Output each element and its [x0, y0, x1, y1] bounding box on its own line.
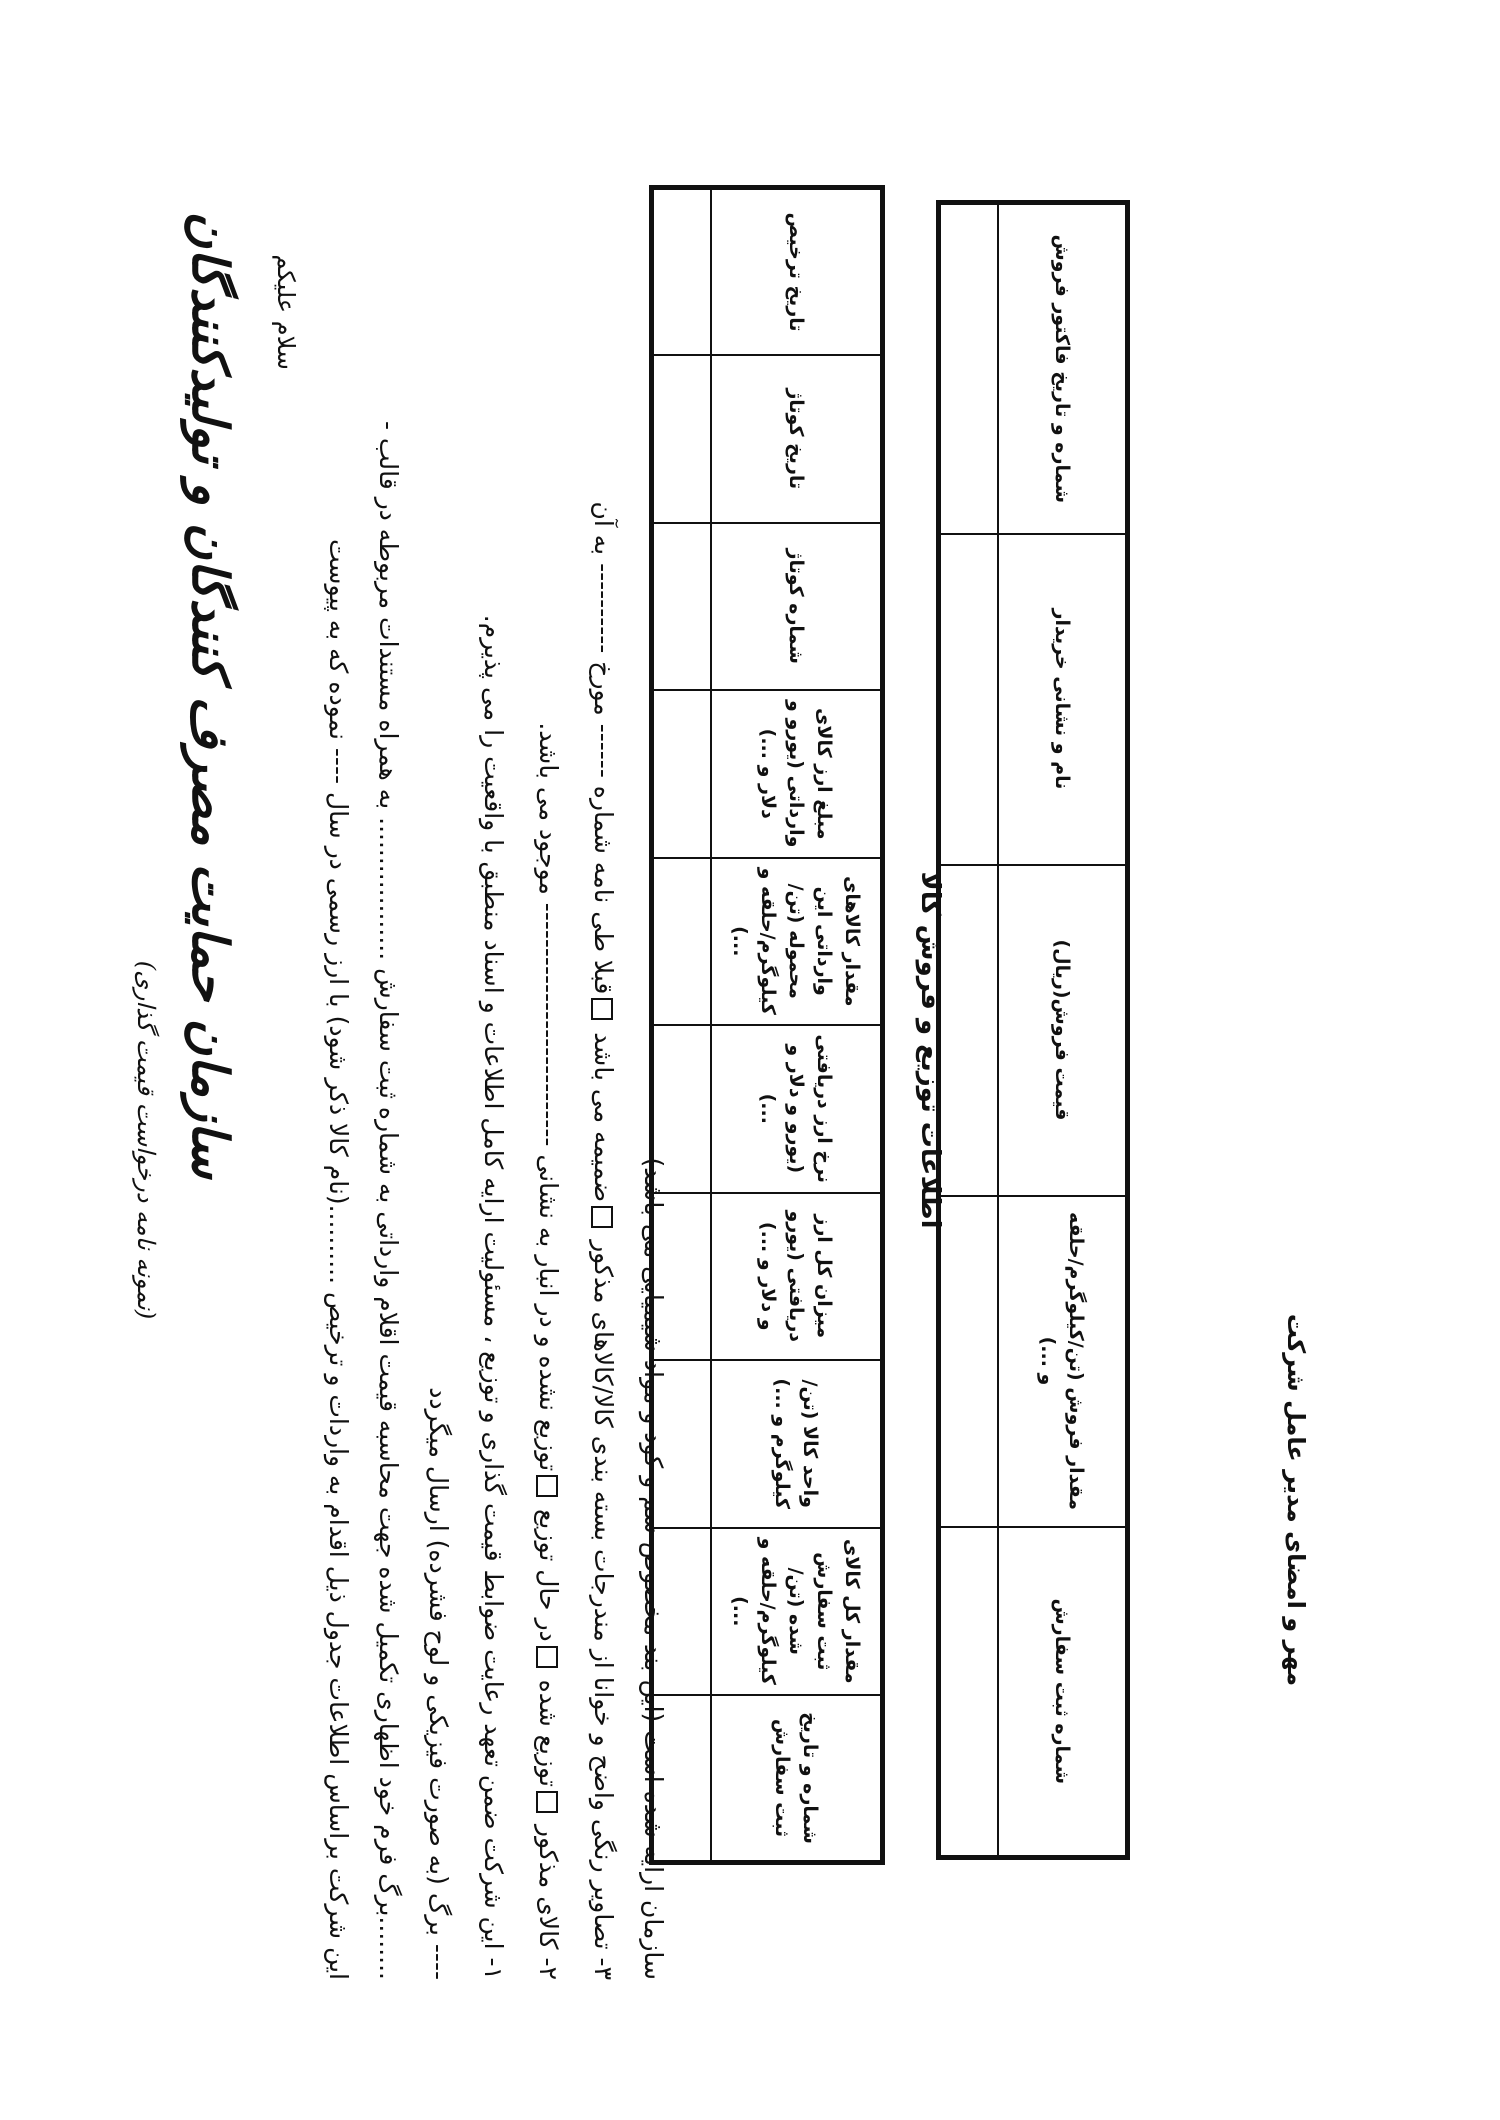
body-line-3: ---- برگ (به صورت فیزیکی و لوح فشرده) ارسال میگردد: [424, 1387, 453, 1980]
goods-status-line: [526, 170, 570, 1980]
body-line-2: ........برگ فرم خود اظهاری تکمیل شده جهت محاسبه قیمت اقلام وارداتی به شماره ثبت سفارش .................. به همراه مستندات مربوطه در قالب -: [374, 420, 403, 1980]
col-invoice-number-date: شماره و تاریخ فاکتور فروش: [998, 203, 1128, 534]
col-customs-number: شماره کوتاژ: [711, 523, 883, 691]
col-currency-amount: مبلغ ارز کالای وارداتی (یورو و دلار و ...): [711, 690, 883, 858]
letter-type-note: (نمونه نامه درخواست قیمت گذاری): [132, 960, 160, 1320]
col-total-currency: میزان کل ارز دریافتی (یورو و دلار و ...): [711, 1193, 883, 1361]
col-exchange-rate: نرخ ارز دریافتی (یورو و دلار و ...): [711, 1025, 883, 1193]
table-cell[interactable]: [939, 1196, 999, 1527]
distribution-section-title: اطلاعات توزیع و فروش کالا: [915, 871, 945, 1229]
col-order-registration-number: شماره ثبت سفارش: [998, 1527, 1128, 1858]
col-buyer-name-address: نام و نشانی خریدار: [998, 534, 1128, 865]
distributed-checkbox[interactable]: [536, 1791, 558, 1813]
packaging-images-line: [581, 170, 625, 1980]
in-distribution-checkbox[interactable]: [536, 1646, 558, 1668]
table-cell[interactable]: [652, 1360, 712, 1528]
distributed-label: توزیع شده: [534, 1679, 563, 1787]
not-distributed-checkbox[interactable]: [536, 1475, 558, 1497]
warehouse-address-tail: --------------------------- موجود می باشد.: [534, 722, 563, 1147]
import-info-table: [649, 185, 885, 1865]
table-cell[interactable]: [652, 1025, 712, 1193]
col-shipment-quantity: مقدار کالاهای وارداتی این محموله (تن/کیلوگرم/حلقه و ...): [711, 858, 883, 1026]
ceo-signature-label: مهر و امضای مدیر عامل شرکت: [1282, 1313, 1310, 1687]
table-cell[interactable]: [939, 534, 999, 865]
in-distribution-label: در حال توزیع: [534, 1509, 563, 1642]
table-cell[interactable]: [652, 1193, 712, 1361]
table-cell[interactable]: [652, 188, 712, 356]
table-row: [652, 188, 712, 1863]
table-row: [939, 203, 999, 1858]
table-cell[interactable]: [939, 203, 999, 534]
col-order-number-date: شماره و تاریخ ثبت سفارش: [711, 1695, 883, 1863]
not-distributed-label: توزیع نشده و در انبار به نشانی: [534, 1154, 563, 1472]
sales-info-table: [936, 200, 1130, 1860]
greeting: سلام علیکم: [272, 254, 300, 370]
table-cell[interactable]: [939, 1527, 999, 1858]
table-cell[interactable]: [652, 1528, 712, 1696]
attached-label: ضمیمه می باشد: [589, 1032, 618, 1203]
table-cell[interactable]: [939, 865, 999, 1196]
col-unit: واحد کالا (تن/کیلوگرم و ...): [711, 1360, 883, 1528]
col-total-ordered-quantity: مقدار کل کالای ثبت سفارش شده (تن/کیلوگرم/حلقه و ...): [711, 1528, 883, 1696]
organization-title: سازمان حمایت مصرف کنندگان و تولیدکنندگان: [181, 211, 240, 1179]
previously-sent-checkbox[interactable]: [591, 998, 613, 1020]
table-cell[interactable]: [652, 355, 712, 523]
table-cell[interactable]: [652, 858, 712, 1026]
col-customs-date: تاریخ کوتاژ: [711, 355, 883, 523]
table-cell[interactable]: [652, 1695, 712, 1863]
col-clearance-date: تاریخ ترخیص: [711, 188, 883, 356]
previously-sent-label: قبلا طی نامه شماره ------ مورخ ---------- به آن: [589, 501, 618, 995]
table-cell[interactable]: [652, 690, 712, 858]
commitment-line: ۱- این شرکت ضمن تعهد رعایت ضوابط قیمت گذاری و توزیع ، مسئولیت ارایه کامل اطلاعات و اسناد منطبق با واقعیت را می پذیرم.: [479, 614, 508, 1980]
col-sales-quantity: مقدار فروش (تن/کیلوگرم/حلقه و ...): [998, 1196, 1128, 1527]
packaging-images-label: ۳- تصاویر رنگی واضح و خوانا از مندرجات بسته بندی کالا/کالاهای مذکور: [589, 1240, 618, 1980]
attached-checkbox[interactable]: [591, 1206, 613, 1228]
chemicals-note-line: سازمان ارایه شده است (این بند مخصوص سم و کود و مواد شیمیایی می باشد): [639, 1157, 668, 1980]
goods-status-label: ۲- کالای مذکور: [534, 1824, 563, 1980]
col-sales-price: قیمت فروش(ریال): [998, 865, 1128, 1196]
body-line-1: این شرکت براساس اطلاعات جدول ذیل اقدام به واردات و ترخیص ..........(نام کالا ذکر شود) با ارز رسمی در سال ---- نموده که به پیوست: [324, 538, 353, 1980]
table-cell[interactable]: [652, 523, 712, 691]
